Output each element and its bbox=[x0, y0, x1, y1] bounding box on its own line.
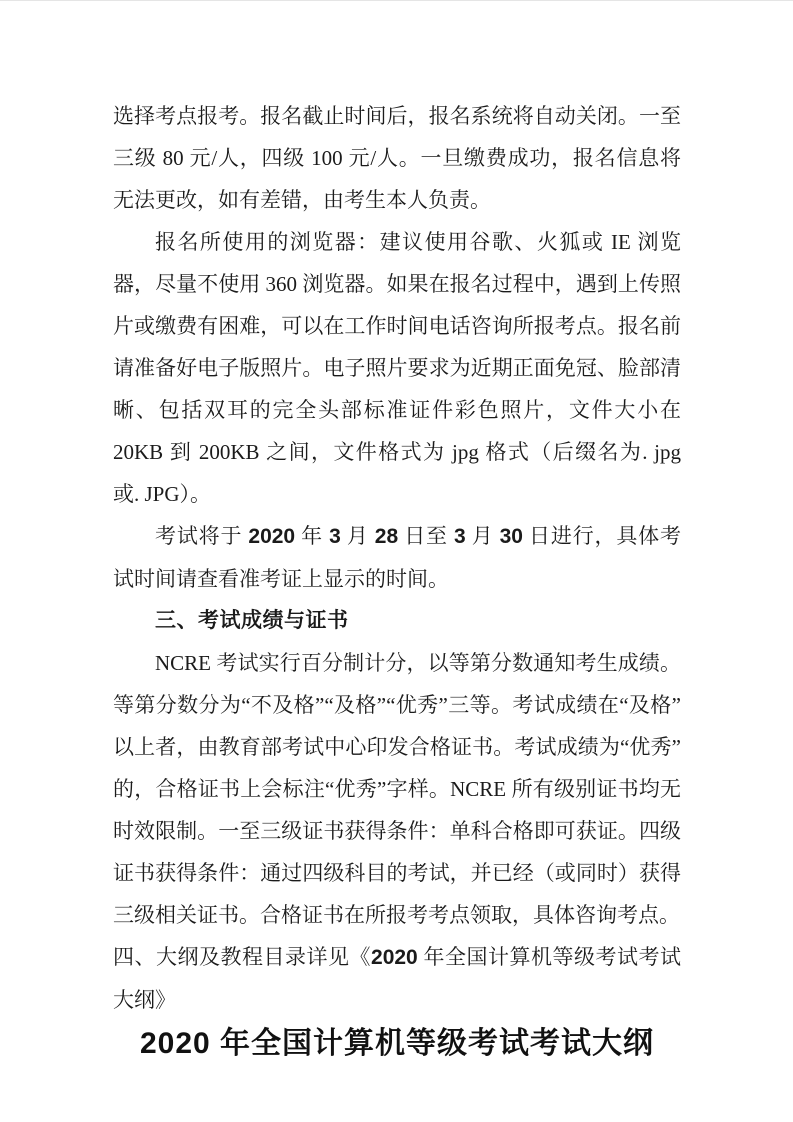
paragraph-syllabus-reference bbox=[113, 936, 681, 1021]
text-run: 报名所使用的浏览器：建议使用谷歌、火狐或 IE 浏览器，尽量不使用 360 浏览器。如果在报名过程中，遇到上传照片或缴费有困难，可以在工作时间电话咨询所报考点。报名前请准备好电子版照片。电子照片要求为近期正面免冠、脸部清晰、包括双耳的完全头部标准证件彩色照片，文件大小在 20KB 到 200KB 之间，文件格式为 jpg 格式（后缀名为. jpg 或. JPG）。 bbox=[113, 230, 681, 506]
text-run: 日进行，具体考试时间请查看准考证上显示的时间。 bbox=[113, 524, 682, 591]
document-title bbox=[113, 1021, 681, 1067]
text-run: 3 bbox=[453, 525, 466, 548]
text-run: NCRE 考试实行百分制计分，以等第分数通知考生成绩。等第分数分为“不及格”“及格”“优秀”三等。考试成绩在“及格”以上者，由教育部考试中心印发合格证书。考试成绩为“优秀”的，合格证书上会标注“优秀”字样。NCRE 所有级别证书均无时效限制。一至三级证书获得条件：单科合格即可获证。四级证书获得条件：通过四级科目的考试，并已经（或同时）获得三级相关证书。合格证书在所报考考点领取，具体咨询考点。 bbox=[113, 651, 681, 927]
text-run: 考试将于 bbox=[155, 524, 249, 548]
text-run: 月 bbox=[340, 524, 375, 548]
text-run: 三、考试成绩与证书 bbox=[155, 609, 349, 632]
paragraph-fee-notice bbox=[113, 95, 681, 221]
text-run: 年全国计算机等级考试考试大纲》 bbox=[113, 945, 681, 1012]
section-heading-scores-certificates bbox=[113, 600, 681, 642]
text-run: 2020 bbox=[371, 946, 418, 969]
text-run: 2020 年全国计算机等级考试考试大纲 bbox=[139, 1027, 655, 1060]
text-run: 28 bbox=[374, 525, 399, 548]
text-run: 选择考点报考。报名截止时间后，报名系统将自动关闭。一至三级 80 元/人，四级 100 元/人。一旦缴费成功，报名信息将无法更改，如有差错，由考生本人负责。 bbox=[113, 104, 681, 212]
text-run: 四、大纲及教程目录详见《 bbox=[113, 945, 372, 969]
text-run: 日至 bbox=[398, 524, 454, 548]
text-run: 3 bbox=[329, 525, 341, 548]
text-run: 月 bbox=[465, 524, 500, 548]
text-run: 2020 bbox=[248, 525, 296, 548]
text-run: 年 bbox=[295, 524, 330, 548]
paragraph-browser-photo bbox=[113, 221, 681, 515]
paragraph-exam-dates bbox=[113, 515, 681, 600]
text-run: 30 bbox=[499, 525, 523, 548]
paragraph-score-certificates bbox=[113, 642, 681, 936]
